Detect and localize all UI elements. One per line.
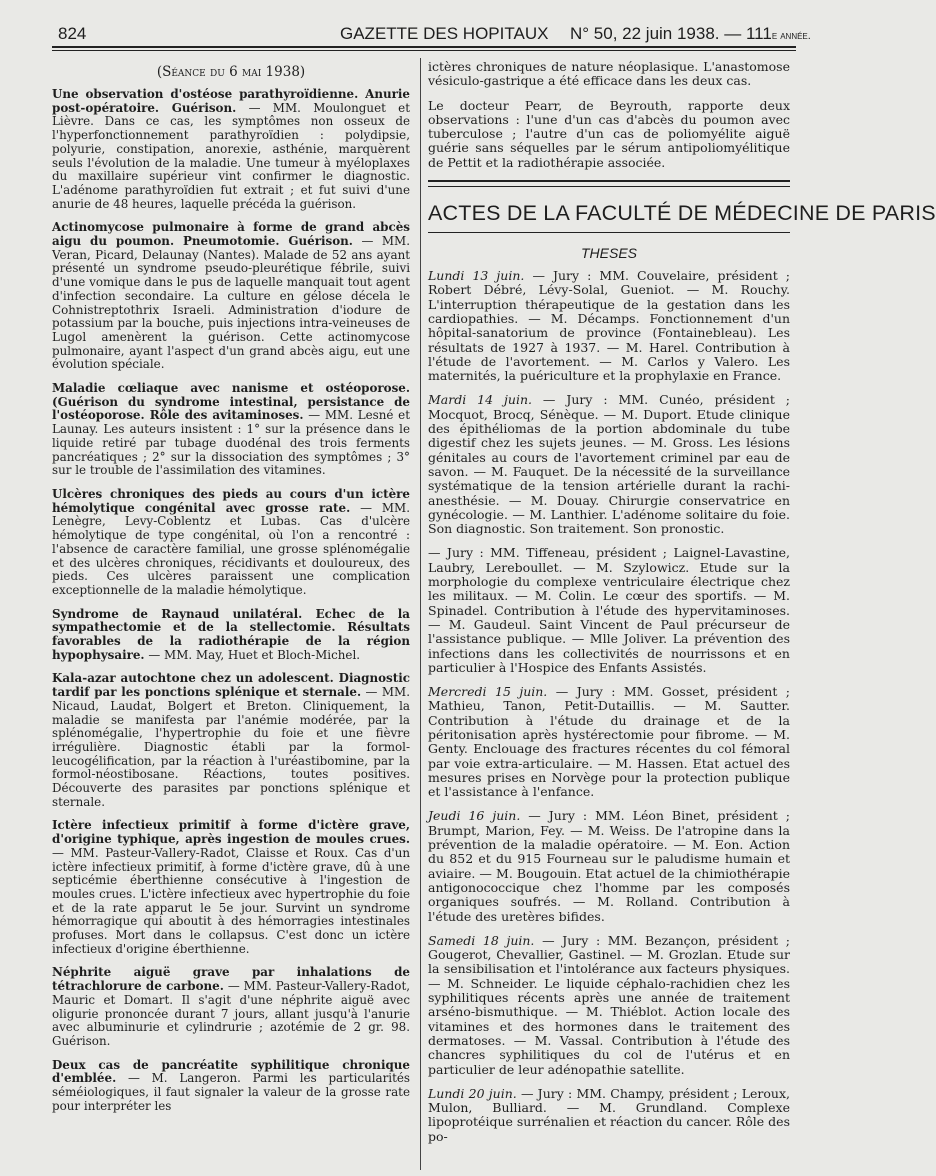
communication-title: Maladie cœliaque avec nanisme et ostéoporose. (Guérison du syndrome intestinal, persistance de l'ostéoporose. Rôle des avitaminoses.: [52, 381, 410, 423]
communication-authors: — MM. Moulonguet et Lièvre.: [52, 100, 410, 129]
communication-authors: — MM. Pasteur-Vallery-Radot, Claisse et Roux.: [52, 845, 349, 860]
communication-item: [52, 819, 410, 956]
communication-title: Néphrite aiguë grave par inhalations de tétrachlorure de carbone.: [52, 965, 410, 994]
thesis-text: — Jury : MM. Tiffeneau, président ; Laignel-Lavastine, Laubry, Lereboullet. — M. Szylowicz. Etude sur la morphologie du complexe ventriculaire électrique chez les militaux. — M. Colin. Le cœur des sportifs. — M. Spinadel. Contribution à l'étude des hypervitaminoses. — M. Gaudeul. Saint Vincent de Paul précurseur de l'assistance publique. — Mlle Joliver. La prévention des infections dans les collectivités de nourrissons et en particulier à l'Hospice des Enfants Assistés.: [428, 545, 790, 675]
page-header: [52, 14, 811, 54]
continued-text: ictères chroniques de nature néoplasique. L'anastomose vésiculo-gastrique a été efficace dans les deux cas.: [428, 59, 790, 89]
communications-list: [52, 88, 410, 1114]
faculty-section-title: ACTES DE LA FACULTÉ DE MÉDECINE DE PARIS: [428, 201, 936, 226]
communication-item: [52, 608, 410, 663]
right-column: [428, 59, 936, 1154]
header-rule-thin: [52, 50, 796, 51]
communication-body: Cas d'un ictère infectieux primitif, à forme d'ictère grave, dû à une septicémie éberthienne consécutive à l'ingestion de moules crues. L'ictère infectieux avec hypertrophie du foie et de la rate apparut le 5e jour. Survint un syndrome hémorragique qui aboutit à des hémorragies intestinales profuses. Mort dans le collapsus. C'est donc un ictère infectieux d'origine éberthienne.: [52, 845, 411, 956]
communication-authors: — MM. Lenègre, Levy-Coblentz et Lubas.: [52, 500, 410, 529]
page-number: 824: [58, 24, 87, 43]
communication-item: [52, 966, 410, 1048]
journal-title: GAZETTE DES HOPITAUX: [340, 24, 549, 43]
thesis-text: — Jury : MM. Champy, président ; Leroux, Mulon, Bulliard. — M. Grundland. Complexe lipoprotéique surrénalien et réaction du cancer. Rôle des po-: [428, 1085, 790, 1144]
thesis-day-entry: [428, 393, 790, 536]
communication-item: [52, 672, 410, 809]
communication-title: Ictère infectieux primitif à forme d'ictère grave, d'origine typhique, après ingestion de moules crues.: [52, 818, 410, 847]
section-rule: [428, 180, 790, 187]
communication-item: [52, 488, 410, 598]
thesis-text: — Jury : MM. Gosset, président ; Mathieu, Tanon, Petit-Dutaillis. — M. Sautter. Contribution à l'étude du drainage et de la péritonisation après hystérectomie pour fibrome. — M. Genty. Enclouage des fractures récentes du col fémoral par voie extra-articulaire. — M. Hassen. Etat actuel des mesures prises en Norvège pour la protection publique et l'assistance à l'enfance.: [428, 684, 790, 800]
issue-info: N° 50, 22 juin 1938. — 111e année.: [570, 24, 811, 43]
session-date: (Séance du 6 mai 1938): [156, 64, 306, 80]
thesis-day-entry: [428, 685, 790, 799]
communication-authors: — M. Langeron.: [127, 1071, 241, 1086]
thesis-day-entry: [428, 546, 790, 675]
header-rule: [52, 46, 796, 48]
thesis-day: Lundi 20 juin.: [428, 1085, 517, 1101]
thesis-day: Samedi 18 juin.: [428, 932, 535, 948]
thesis-text: — Jury : MM. Cunéo, président ; Mocquot, Brocq, Sénèque. — M. Duport. Etude clinique des épithéliomas de la portion abdominale du tube digestif chez les sujets jeunes. — M. Gross. Les lésions génitales au cours de l'avortement criminel par eau de savon. — M. Fauquet. De la nécessité de la surveillance systématique de la tension artérielle durant la rachi-anesthésie. — M. Douay. Chirurgie conservatrice en gynécologie. — M. Lanthier. L'adénome solitaire du foie. Son diagnostic. Son traitement. Son pronostic.: [428, 392, 790, 537]
theses-heading: THESES: [580, 245, 637, 262]
communication-item: [52, 1059, 410, 1114]
thesis-text: — Jury : MM. Couvelaire, président ; Robert Débré, Lévy-Solal, Gueniot. — M. Rouchy. L'interruption thérapeutique de la gestation dans les cardiopathies. — M. Décamps. Fonctionnement d'un hôpital-sanatorium de province (Fontainebleau). Les résultats de 1927 à 1937. — M. Harel. Contribution à l'étude de l'avortement. — M. Carlos y Valero. Les maternités, la puériculture et la prophylaxie en France.: [428, 268, 791, 384]
pearr-report: Le docteur Pearr, de Beyrouth, rapporte deux observations : l'une d'un cas d'abcès du poumon avec tuberculose ; l'autre d'un cas de poliomyélite aiguë guérie sans séquelles par le sérum antipoliomyélitique de Pettit et la radiothérapie associée.: [428, 97, 790, 170]
thesis-day-entry: [428, 1087, 790, 1144]
communication-title: Deux cas de pancréatite syphilitique chronique d'emblée.: [52, 1057, 410, 1086]
thesis-text: — Jury : MM. Léon Binet, président ; Brumpt, Marion, Fey. — M. Weiss. De l'atropine dans la prévention de la maladie opératoire. — M. Eon. Action du 852 et du 915 Fourneau sur le paludisme humain et aviaire. — M. Bougouin. Etat actuel de la chimiothérapie antigonococcique chez l'homme par les composés organiques soufrés. — M. Rolland. Contribution à l'étude des uretères bifides.: [428, 808, 790, 924]
communication-body: Les auteurs insistent : 1° sur la présence dans le liquide retiré par tubage duodénal des trois ferments pancréatiques ; 2° sur la dissociation des symptômes ; 3° sur le trouble de l'assimilation des vitamines.: [52, 422, 410, 478]
communication-body: Parmi les particularités séméiologiques, il faut signaler la valeur de la grosse rate pour interpréter les: [52, 1071, 411, 1113]
thesis-day: Mercredi 15 juin.: [428, 684, 548, 700]
communication-title: Une observation d'ostéose parathyroïdienne. Anurie post-opératoire. Guérison.: [52, 87, 410, 115]
communication-body: Dans ce cas, les symptômes non osseux de l'hyperfonctionnement parathyroïdien : polydipsie, polyurie, constipation, anorexie, asthénie, marquèrent seuls l'évolution de la maladie. Une tumeur à myéloplaxes du maxillaire supérieur vint confirmer le diagnostic. L'adénome parathyroïdien fut extrait ; et fut suivi d'une anurie de 48 heures, laquelle précéda la guérison.: [52, 114, 410, 211]
communication-body: Cas d'ulcère hémolytique de type congénital, où l'on a rencontré : l'absence de caractère familial, une grosse splénomégalie et des ulcères chroniques, récidivants et douloureux, des pieds. Ces ulcères paraissent une complication exceptionnelle de la maladie hémolytique.: [52, 514, 410, 597]
communication-title: Actinomycose pulmonaire à forme de grand abcès aigu du poumon. Pneumotomie. Guérison.: [52, 220, 410, 249]
theses-list: [428, 269, 790, 1144]
communication-authors: — MM. Pasteur-Vallery-Radot, Mauric et Domart.: [52, 979, 411, 1007]
communication-authors: — MM. Nicaud, Laudat, Bolgert et Breton.: [52, 685, 411, 713]
thesis-day-entry: [428, 269, 790, 383]
communication-item: [52, 88, 410, 211]
communication-title: Syndrome de Raynaud unilatéral. Echec de la sympathectomie et de la stellectomie. Résultats favorables de la radiothérapie de la région hypophysaire.: [52, 606, 410, 662]
communication-authors: — MM. May, Huet et Bloch-Michel.: [148, 647, 361, 662]
communication-item: [52, 382, 410, 478]
communication-authors: — MM. Veran, Picard, Delaunay (Nantes).: [52, 234, 411, 262]
thesis-day-entry: [428, 809, 790, 923]
communication-authors: — MM. Lesné et Launay.: [52, 408, 410, 437]
communication-item: [52, 221, 410, 372]
communication-title: Ulcères chroniques des pieds au cours d'un ictère hémolytique congénital avec grosse rate.: [52, 486, 410, 515]
thesis-day: Jeudi 16 juin.: [428, 808, 521, 824]
thesis-day-entry: [428, 934, 790, 1077]
column-divider: [420, 58, 421, 1170]
communication-title: Kala-azar autochtone chez un adolescent. Diagnostic tardif par les ponctions splénique et sternale.: [52, 671, 410, 700]
communication-body: Malade de 52 ans ayant présenté un syndrome pseudo-pleurétique fébrile, suivi d'une vomique dans le pus de laquelle manquait tout agent d'infection secondaire. La culture en gélose décela le Cohnistreptothrix Israeli. Administration d'iodure de potassium par la bouche, puis injections intra-veineuses de Lugol amenèrent la guérison. Cette actinomycose pulmonaire, ayant l'aspect d'un grand abcès aigu, eut une évolution spéciale.: [52, 247, 411, 372]
thesis-day: Mardi 14 juin.: [428, 392, 532, 408]
section-underline: [428, 232, 790, 233]
thesis-text: — Jury : MM. Bezançon, président ; Gougerot, Chevallier, Gastinel. — M. Grozlan. Etude sur la sensibilisation et l'intolérance aux facteurs physiques. — M. Schneider. Le liquide céphalo-rachidien chez les syphilitiques récents après une année de traitement arséno-bismuthique. — M. Thiéblot. Action locale des vitamines et des hormones dans le traitement des dermatoses. — M. Vassal. Contribution à l'étude des chancres syphilitiques du col de l'utérus et en particulier de leur adénopathie satellite.: [428, 932, 790, 1077]
communication-body: Cliniquement, la maladie se manifesta par l'anémie modérée, par la splénomégalie, l'hypertrophie du foie et une fièvre irrégulière. Diagnostic établi par la formol-leucogélification, par la réaction à l'uréastibomine, par la formol-néostibosane. Réactions, toutes positives. Découverte des parasites par ponctions splénique et sternale.: [52, 698, 411, 809]
thesis-day: Lundi 13 juin.: [428, 268, 525, 284]
communication-body: Il s'agit d'une néphrite aiguë avec oligurie prononcée durant 7 jours, allant jusqu'à l'anurie avec albuminurie et cylindrurie ; azotémie de 2 gr. 98. Guérison.: [52, 992, 410, 1048]
left-column: [52, 60, 410, 1124]
